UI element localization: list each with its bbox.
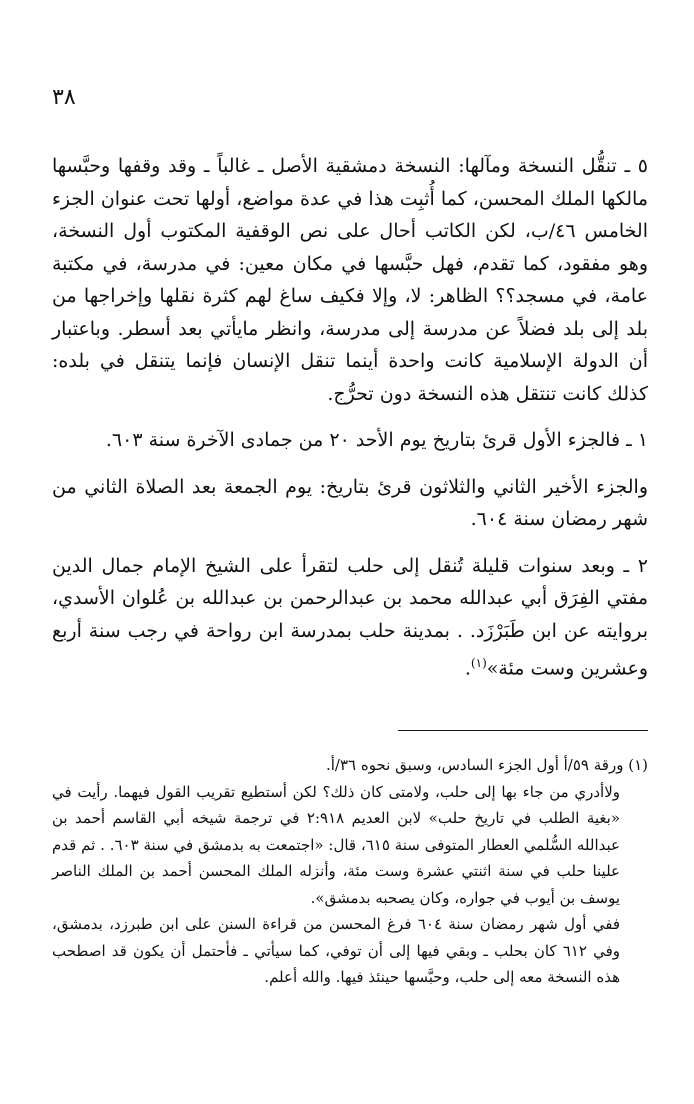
paragraph-first-part-reading: ١ ـ فالجزء الأول قرئ بتاريخ يوم الأحد ٢٠ من جمادى الآخرة سنة ٦٠٣. <box>105 429 648 451</box>
footnotes <box>52 752 648 991</box>
footnote-1-continuation: ولاأدري من جاء بها إلى حلب، ولامتى كان ذلك؟ لكن أستطيع تقريب القول فيهما. رأيت في «بغية الطلب في تاريخ حلب» لابن العديم ٢:٩١٨ في ترجمة شيخه أبي القاسم أحمد بن عبدالله السُّلمي العطار المتوفى سنة ٦١٥، قال: «اجتمعت به بدمشق في سنة ٦٠٣. . ثم قدم علينا حلب في سنة اثنتي عشرة وست مئة، وأنزله الملك المحسن أحمد بن الملك الناصر يوسف بن أيوب في جواره، وكان يصحبه بدمشق». <box>52 782 620 907</box>
main-text <box>52 150 648 685</box>
paragraph-last-part-reading: والجزء الأخير الثاني والثلاثون قرئ بتاريخ: يوم الجمعة بعد الصلاة الثاني من شهر رمضان سنة ٦٠٤. <box>52 475 648 530</box>
paragraph-aleppo-text: ٢ ـ وبعد سنوات قليلة تُنقل إلى حلب لتقرأ على الشيخ الإمام جمال الدين مفتي الفِرَق أبي عبدالله محمد بن عبدالرحمن بن عبدالله بن عُلوان الأسدي، بروايته عن ابن طَبَرْزَد. . بمدينة حلب بمدرسة ابن رواحة في رجب سنة أربع وعشرين وست مئة» <box>52 554 648 680</box>
footnote-1-conclusion: ففي أول شهر رمضان سنة ٦٠٤ فرغ المحسن من قراءة السنن على ابن طبرزد، بدمشق، وفي ٦١٢ كان بحلب ـ وبقي فيها إلى أن توفي، كما سيأتي ـ فأحتمل أن يكون قد اصطحب هذه النسخة معه إلى حلب، وحبَّسها حينئذ فيها. والله أعلم. <box>52 915 620 986</box>
paragraph-aleppo-transfer <box>52 550 648 685</box>
footnote-divider <box>398 730 648 731</box>
paragraph-end-period: . <box>464 657 471 680</box>
paragraph-copy-movement: ٥ ـ تنقُّل النسخة ومآلها: النسخة دمشقية الأصل ـ غالباً ـ وقد وقفها وحبَّسها مالكها الملك المحسن، كما أُثبِت هذا في عدة مواضع، أولها تحت عنوان الجزء الخامس ٤٦/ب، لكن الكاتب أحال على نص الوقفية المكتوب أول النسخة، وهو مفقود، كما تقدم، فهل حبَّسها في مكان معين: في مدرسة، في مكتبة عامة، في مسجد؟؟ الظاهر: لا، وإلا فكيف ساغ لهم كثرة نقلها وإخراجها من بلد إلى بلد فضلاً عن مدرسة إلى مدرسة، وانظر مايأتي بعد أسطر. وباعتبار أن الدولة الإسلامية كانت واحدة أينما تنقل الإنسان فإنما يتنقل في بلده: كذلك كانت تنتقل هذه النسخة دون تحرُّج. <box>52 155 648 405</box>
footnote-1: (١) ورقة ٥٩/أ أول الجزء السادس، وسبق نحوه ٣٦/أ. <box>326 756 648 774</box>
footnote-reference: (١) <box>470 656 487 670</box>
page-number: ٣٨ <box>52 85 76 110</box>
